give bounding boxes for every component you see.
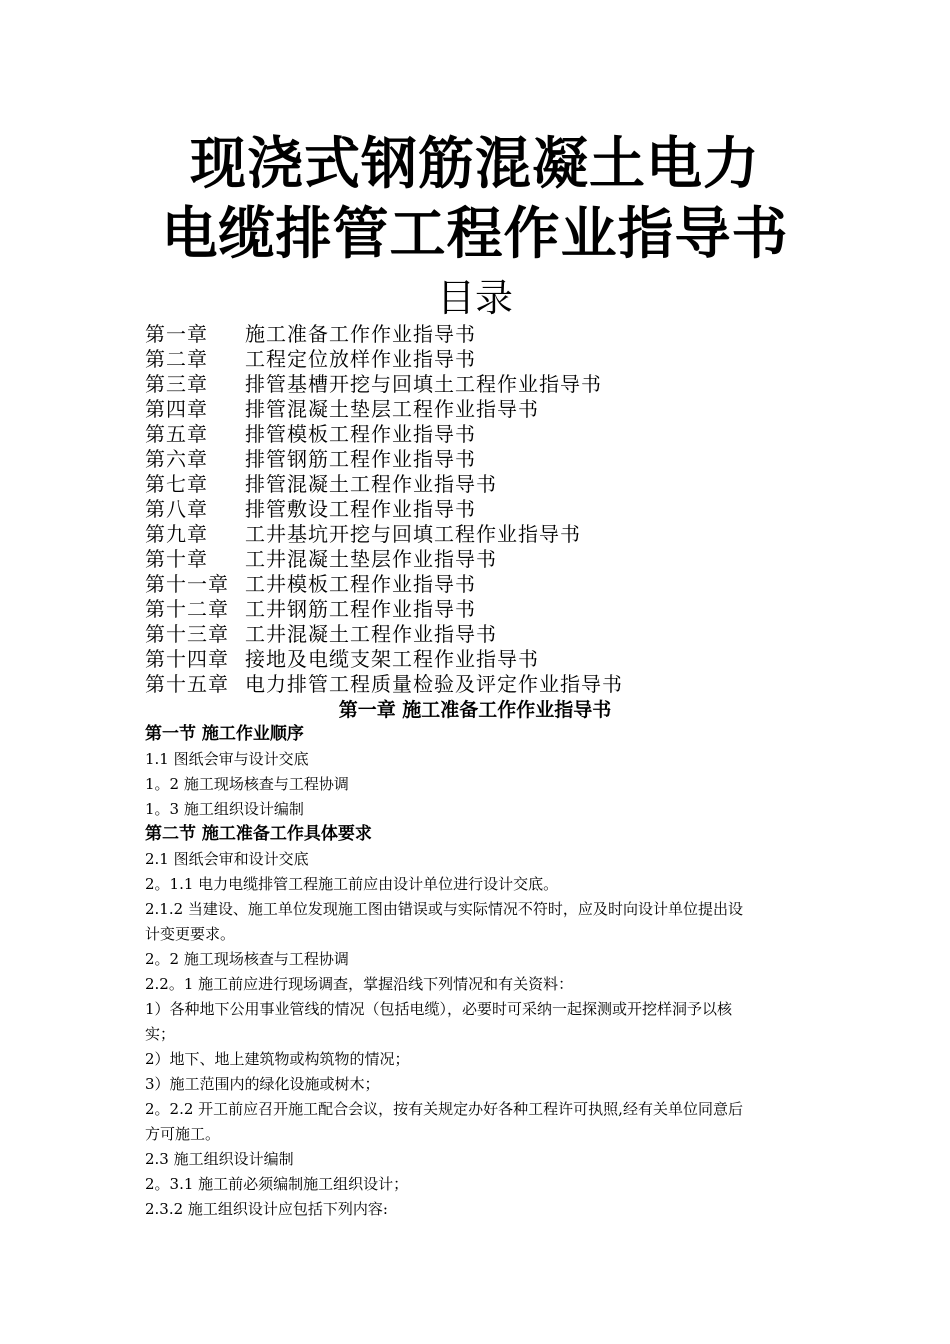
toc-item [145,347,623,372]
toc-chapter-number: 第九章 [145,522,208,546]
body-line: 2.3 施工组织设计编制 [145,1150,294,1168]
toc-chapter-number: 第十章 [145,547,208,571]
chapter-1-body [145,722,810,1222]
toc-chapter-title: 排管基槽开挖与回填土工程作业指导书 [245,372,602,396]
toc-chapter-title: 排管混凝土工程作业指导书 [245,472,497,496]
body-line: 2。3.1 施工前必须编制施工组织设计； [145,1175,409,1193]
toc-chapter-number: 第八章 [145,497,208,521]
toc-chapter-title: 工井混凝土垫层作业指导书 [245,547,497,571]
toc-chapter-title: 工井模板工程作业指导书 [245,572,476,596]
section-heading: 第一节 施工作业顺序 [145,724,304,744]
toc-item [145,422,623,447]
toc-item [145,322,623,347]
toc-chapter-title: 接地及电缆支架工程作业指导书 [245,647,539,671]
toc-chapter-title: 工井混凝土工程作业指导书 [245,622,497,646]
toc-chapter-number: 第四章 [145,397,208,421]
toc-item [145,647,623,672]
body-line: 2。2 施工现场核查与工程协调 [145,950,349,968]
body-line: 2）地下、地上建筑物或构筑物的情况； [145,1050,410,1068]
body-line: 3）施工范围内的绿化设施或树木； [145,1075,380,1093]
chapter-1-title: 第一章 施工准备工作作业指导书 [338,699,612,721]
toc-item [145,397,623,422]
toc-item [145,572,623,597]
toc-chapter-title: 工程定位放样作业指导书 [245,347,476,371]
toc-chapter-title: 工井钢筋工程作业指导书 [245,597,476,621]
toc-chapter-number: 第十三章 [145,622,229,646]
toc-chapter-title: 电力排管工程质量检验及评定作业指导书 [245,672,623,696]
toc-item [145,672,623,697]
toc-item [145,447,623,472]
body-line: 2.1 图纸会审和设计交底 [145,850,309,868]
body-line: 2。2.2 开工前应召开施工配合会议，按有关规定办好各种工程许可执照,经有关单位同意后 [145,1100,743,1118]
toc-chapter-number: 第三章 [145,372,208,396]
toc-chapter-title: 工井基坑开挖与回填工程作业指导书 [245,522,581,546]
body-line: 2.3.2 施工组织设计应包括下列内容: [145,1200,388,1218]
body-line: 1。2 施工现场核查与工程协调 [145,775,349,793]
toc-item [145,547,623,572]
toc-item [145,622,623,647]
toc-chapter-number: 第六章 [145,447,208,471]
toc-chapter-number: 第十一章 [145,572,229,596]
toc-chapter-number: 第五章 [145,422,208,446]
toc-chapter-title: 排管钢筋工程作业指导书 [245,447,476,471]
toc-chapter-number: 第一章 [145,322,208,346]
body-line: 1.1 图纸会审与设计交底 [145,750,309,768]
toc-item [145,472,623,497]
toc-chapter-title: 排管敷设工程作业指导书 [245,497,476,521]
body-line: 方可施工。 [145,1125,221,1143]
toc-chapter-title: 排管混凝土垫层工程作业指导书 [245,397,539,421]
body-line: 1）各种地下公用事业管线的情况（包括电缆），必要时可采纳一起探测或开挖样洞予以核 [145,1000,733,1018]
toc-chapter-title: 施工准备工作作业指导书 [245,322,476,346]
toc-chapter-number: 第七章 [145,472,208,496]
body-line: 2.2。1 施工前应进行现场调查，掌握沿线下列情况和有关资料： [145,975,574,993]
table-of-contents [145,322,623,697]
toc-item [145,497,623,522]
body-line: 1。3 施工组织设计编制 [145,800,304,818]
body-line: 计变更要求。 [145,925,236,943]
toc-item [145,372,623,397]
toc-chapter-title: 排管模板工程作业指导书 [245,422,476,446]
toc-heading: 目录 [436,276,513,320]
toc-chapter-number: 第十五章 [145,672,229,696]
toc-chapter-number: 第十二章 [145,597,229,621]
section-heading: 第二节 施工准备工作具体要求 [145,824,372,844]
toc-item [145,597,623,622]
toc-chapter-number: 第二章 [145,347,208,371]
document-title-line-2: 电缆排管工程作业指导书 [161,202,789,267]
document-title-line-1: 现浇式钢筋混凝土电力 [190,132,760,197]
toc-chapter-number: 第十四章 [145,647,229,671]
body-line: 实； [145,1025,176,1043]
body-line: 2。1.1 电力电缆排管工程施工前应由设计单位进行设计交底。 [145,875,559,893]
toc-item [145,522,623,547]
body-line: 2.1.2 当建设、施工单位发现施工图由错误或与实际情况不符时，应及时向设计单位提出设 [145,900,743,918]
